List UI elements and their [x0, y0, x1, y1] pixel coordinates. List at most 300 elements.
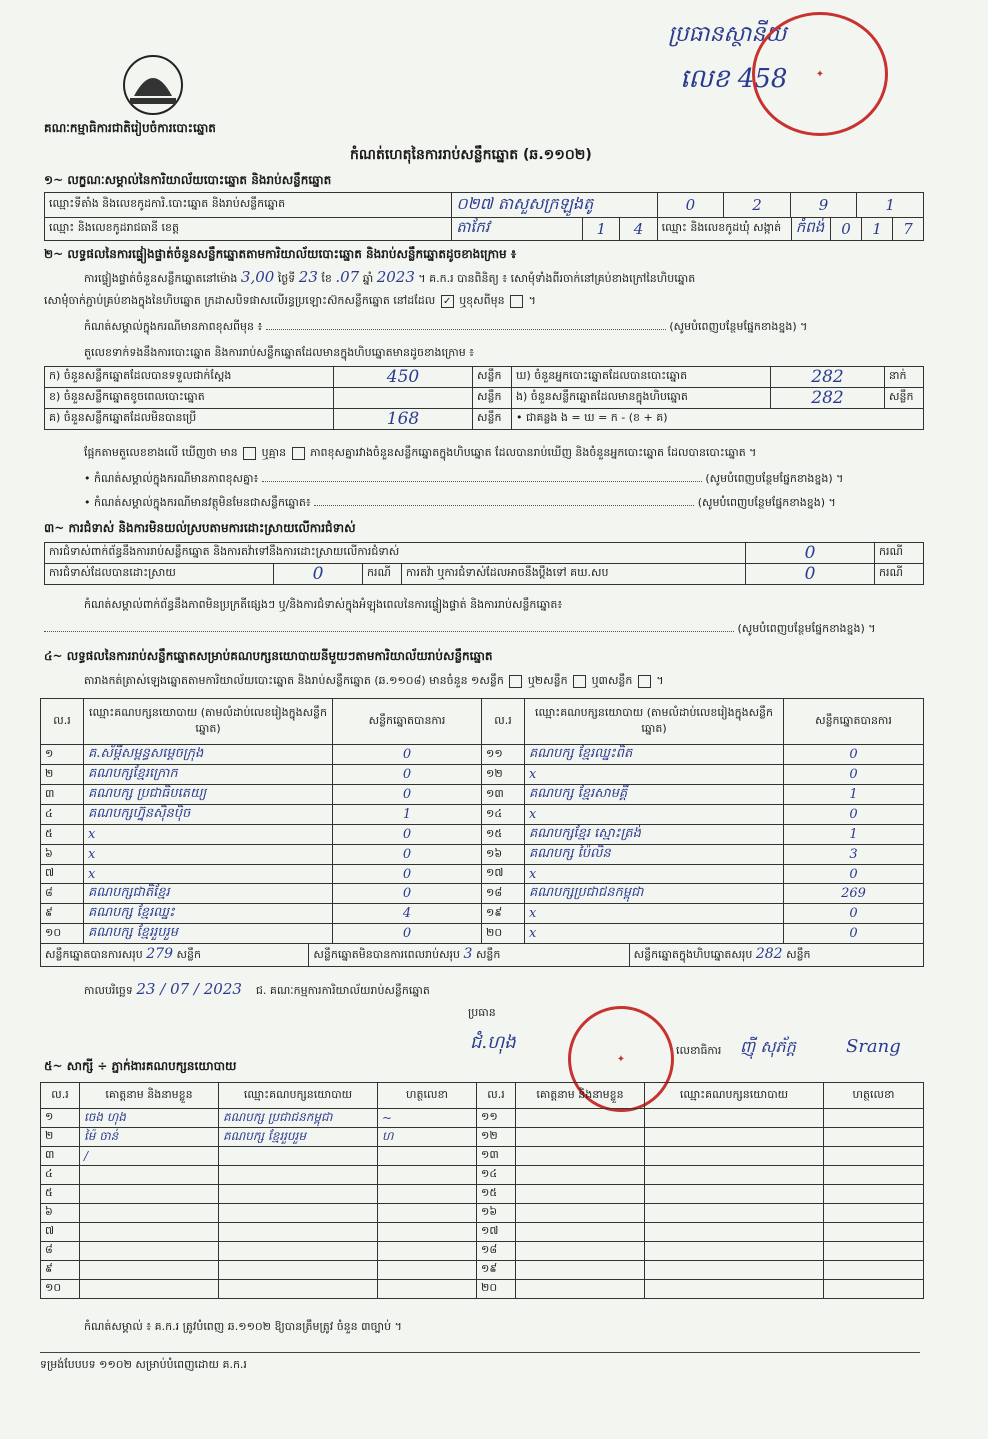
witness-party — [645, 1242, 824, 1261]
vote-count: 0 — [784, 924, 924, 944]
dotted-line — [266, 329, 666, 330]
different-checkbox[interactable] — [510, 295, 523, 308]
witness-signature — [824, 1109, 924, 1128]
row-number: ១៣ — [482, 785, 525, 805]
valid-total-value: 279 — [146, 946, 173, 962]
row-number: ៩ — [41, 904, 84, 924]
row-number: ១១ — [482, 745, 525, 765]
party-name: គ.ស័ម្តី​សម្ពន្ធ​សម្តេចក្រុង — [84, 745, 333, 765]
table-row — [41, 1147, 924, 1166]
witness-party — [645, 1109, 824, 1128]
top-annotation-line2: លេខ 458 — [680, 64, 788, 94]
witness-name: ចេង ហុង — [80, 1109, 219, 1128]
form-code: ទម្រង់បែបបទ ១១០២ សម្រាប់បំពេញដោយ គ.ក.រ — [40, 1358, 247, 1371]
witness-party — [219, 1280, 378, 1299]
witness-signature — [824, 1280, 924, 1299]
row-number: ១៦ — [477, 1204, 516, 1223]
witness-signature: ~ — [378, 1109, 477, 1128]
table-row — [41, 1109, 924, 1128]
col-header-party: ឈ្មោះគណបក្សនយោបាយ — [645, 1083, 824, 1109]
witness-name — [80, 1280, 219, 1299]
official-stamp-top: ✦ — [752, 12, 888, 136]
row-number: ២ — [41, 1128, 80, 1147]
vote-count: 0 — [333, 765, 482, 785]
witness-party — [645, 1166, 824, 1185]
witness-party — [645, 1261, 824, 1280]
objections-label: ការជំទាស់ពាក់ព័ន្ធនឹងការរាប់សន្លឹកឆ្នោត និងការតវ៉ាទៅនឹងការដោះស្រាយលើការជំទាស់ — [45, 543, 746, 564]
vote-count: 0 — [333, 785, 482, 805]
province-value: តាកែវ — [452, 218, 583, 241]
text: ឬគ្មាន — [261, 446, 287, 459]
witness-name — [516, 1109, 645, 1128]
witness-name — [516, 1204, 645, 1223]
witness-name: ម៉ៃ ចាន់ — [80, 1128, 219, 1147]
third-signature: Srang — [846, 1036, 901, 1057]
unit: សន្លឹក — [473, 409, 512, 430]
has-difference-checkbox[interactable] — [243, 447, 256, 460]
commune-label: ឈ្មោះ និងលេខកូដឃុំ សង្កាត់ — [658, 218, 792, 240]
witness-party: គណបក្ស ខ្មែររួបរួម — [219, 1128, 378, 1147]
table-row — [41, 1166, 924, 1185]
row-number: ១៦ — [482, 845, 525, 865]
row-number: ២០ — [477, 1280, 516, 1299]
text: ការផ្ទៀងផ្ទាត់ចំនួនសន្លឹកឆ្នោតនៅម៉ោង — [84, 272, 238, 285]
no-difference-checkbox[interactable] — [292, 447, 305, 460]
row-number: ១០ — [41, 1280, 80, 1299]
figures-table — [44, 366, 924, 430]
objections-value: 0 — [746, 543, 875, 564]
ballots-in-box-value: 282 — [771, 388, 885, 409]
invalid-total-value: 3 — [463, 946, 473, 962]
form-title: កំណត់ហេតុនៃការរាប់សន្លឹកឆ្នោត (ឆ.១១០២) — [350, 147, 592, 163]
table-row — [41, 924, 924, 944]
witness-signature — [378, 1204, 477, 1223]
witness-signature — [378, 1280, 477, 1299]
party-name: x — [525, 865, 784, 884]
witness-signature — [378, 1261, 477, 1280]
commune-code-digit: 0 — [831, 218, 862, 240]
row-number: ១៧ — [477, 1223, 516, 1242]
witness-party — [645, 1204, 824, 1223]
location-code-digit: 1 — [857, 193, 924, 218]
witness-signature — [378, 1166, 477, 1185]
formula: • ជាគន្លង ង = ឃ = ក - (ខ + គ) — [512, 409, 924, 430]
received-ballots-value: 450 — [334, 367, 473, 388]
witness-name — [516, 1223, 645, 1242]
party-name: x — [525, 904, 784, 924]
witness-name — [516, 1147, 645, 1166]
row-number: ៨ — [41, 1242, 80, 1261]
table-row — [41, 785, 924, 805]
witness-party — [645, 1223, 824, 1242]
unit: នាក់ — [885, 367, 924, 388]
unused-ballots-value: 168 — [334, 409, 473, 430]
witness-name — [80, 1223, 219, 1242]
unit: ករណី — [363, 564, 402, 585]
dotted-line — [314, 505, 694, 506]
text: ផ្អែកតាមតួលេខខាងលើ ឃើញថា មាន — [84, 446, 238, 459]
section5-heading: ៥~ សាក្សី ÷ ភ្នាក់ងារគណបក្សនយោបាយ — [44, 1059, 237, 1073]
vote-count: 3 — [784, 845, 924, 865]
party-results-table — [40, 698, 924, 967]
text: ឬ២សន្លឹក — [527, 674, 568, 687]
figures-intro: តួលេខទាក់ទងនឹងការបោះឆ្នោត និងការរាប់សន្លឹកឆ្នោតដែលមានក្នុងហិបឆ្នោតមានដូចខាងក្រោម ៖ — [84, 346, 475, 359]
irregularity-note-line — [44, 622, 924, 638]
witness-party — [219, 1185, 378, 1204]
one-sheet-checkbox[interactable] — [509, 675, 522, 688]
table-row — [41, 1223, 924, 1242]
section3-table — [44, 542, 924, 585]
section1-heading: ១~ លក្ខណៈសម្គាល់នៃការិយាល័យបោះឆ្នោត និងរាប់សន្លឹកឆ្នោត — [44, 173, 332, 187]
province-code-digit: 1 — [583, 218, 620, 241]
col-header-sign: ហត្ថលេខា — [378, 1083, 477, 1109]
received-ballots-label: ក) ចំនួនសន្លឹកឆ្នោតដែលបានទទួលជាក់ស្តែង — [45, 367, 334, 388]
row-number: ១៨ — [482, 884, 525, 904]
spoiled-ballots-value — [334, 388, 473, 409]
resolved-label: ការជំទាស់ដែលបានដោះស្រាយ — [45, 564, 274, 585]
row-number: ៥ — [41, 1185, 80, 1204]
year-value: 2023 — [376, 268, 415, 286]
party-name: x — [84, 845, 333, 865]
unit: សន្លឹក — [786, 948, 811, 961]
vote-count: 0 — [333, 865, 482, 884]
voters-value: 282 — [771, 367, 885, 388]
text: សន្លឹកឆ្នោតក្នុងហិបឆ្នោតសរុប — [633, 948, 753, 961]
commune-code-digit: 1 — [862, 218, 893, 240]
text: កំណត់សម្គាល់ក្នុងករណីមានភាពខុសពីមុន ៖ — [84, 320, 263, 333]
day-value: 23 — [298, 268, 318, 286]
vote-count: 1 — [784, 825, 924, 845]
col-header-no: ល.រ — [41, 1083, 80, 1109]
text: សន្លឹកឆ្នោតមិនបានការពេលរាប់សរុប — [313, 948, 461, 961]
official-stamp-bottom: ✦ — [568, 1006, 674, 1112]
witness-party — [219, 1204, 378, 1223]
unit: សន្លឹក — [475, 948, 501, 961]
vote-count: 0 — [784, 745, 924, 765]
same-checkbox[interactable]: ✓ — [441, 295, 454, 308]
top-annotation-line1: ប្រធានស្ថានីយ — [668, 22, 787, 47]
col-header-party: ឈ្មោះគណបក្សនយោបាយ (តាមលំដាប់លេខរៀងក្នុងសន្លឹកឆ្នោត) — [84, 699, 333, 745]
table-row — [41, 884, 924, 904]
col-header-party: ឈ្មោះគណបក្សនយោបាយ — [219, 1083, 378, 1109]
witness-party — [219, 1223, 378, 1242]
witness-name — [516, 1166, 645, 1185]
row-number: ៦ — [41, 1204, 80, 1223]
text: ថ្ងៃទី — [277, 272, 296, 285]
table-row — [41, 1185, 924, 1204]
witness-party: គណបក្ស ប្រជាជនកម្ពុជា — [219, 1109, 378, 1128]
witness-signature — [824, 1147, 924, 1166]
vote-count: 1 — [333, 805, 482, 825]
table-row — [41, 1204, 924, 1223]
witness-signature — [824, 1242, 924, 1261]
location-value: ០២៧ តាសួសក្រឡូងតូ — [452, 193, 657, 218]
witness-name — [80, 1261, 219, 1280]
table-row — [41, 765, 924, 785]
row-number: ១៩ — [482, 904, 525, 924]
col-header-votes: សន្លឹកឆ្នោតបានការ — [784, 699, 924, 745]
witness-signature — [824, 1261, 924, 1280]
party-name: គណបក្ស ខ្មែររួបរួម — [84, 924, 333, 944]
text: សន្លឹកឆ្នោតបានការសរុប — [45, 948, 143, 961]
witness-signature — [378, 1147, 477, 1166]
row-number: ២០ — [482, 924, 525, 944]
vote-count: 4 — [333, 904, 482, 924]
col-header-party: ឈ្មោះគណបក្សនយោបាយ (តាមលំដាប់លេខរៀងក្នុងសន្លឹកឆ្នោត) — [525, 699, 784, 745]
text: ។ គ.ក.រ បានពិនិត្យ ៖ សោមុំទាំងពីរចាក់នៅគ្រប់ខាងក្រៅនៃហិបឆ្នោត — [418, 272, 696, 285]
table-row — [41, 904, 924, 924]
witness-name — [516, 1280, 645, 1299]
appeals-value: 0 — [746, 564, 875, 585]
text: ជ. គណៈកម្មការការិយាល័យរាប់សន្លឹកឆ្នោត — [255, 984, 430, 997]
table-row — [41, 1242, 924, 1261]
month-value: .07 — [335, 268, 360, 286]
row-number: ១៤ — [482, 805, 525, 825]
witness-signature — [824, 1223, 924, 1242]
text: ឬ៣សន្លឹក — [591, 674, 633, 687]
party-name: គណបក្សខ្មែរ ស្មោះត្រង់ — [525, 825, 784, 845]
commune-value: កំពង់ — [791, 218, 830, 240]
appeals-label: ការតវ៉ា ឬការជំទាស់ដែលអាចនឹងប្តឹងទៅ គឃ.សប — [402, 564, 746, 585]
row-number: ១៥ — [482, 825, 525, 845]
voters-label: ឃ) ចំនួនអ្នកបោះឆ្នោតដែលបានបោះឆ្នោត — [512, 367, 771, 388]
unit: សន្លឹក — [176, 948, 201, 961]
col-header-name: គោត្តនាម និងនាមខ្លួន — [80, 1083, 219, 1109]
row-number: ១ — [41, 1109, 80, 1128]
text: (សូមបំពេញបន្ថែមផ្នែកខាងខ្នង) ។ — [669, 320, 808, 333]
row-number: ១៧ — [482, 865, 525, 884]
row-number: ១២ — [482, 765, 525, 785]
ballots-in-box-label: ង) ចំនួនសន្លឹកឆ្នោតដែលមានក្នុងហិបឆ្នោត — [512, 388, 771, 409]
row-number: ៩ — [41, 1261, 80, 1280]
party-name: x — [84, 825, 333, 845]
dotted-line — [262, 481, 702, 482]
irregularity-note: កំណត់សម្គាល់ពាក់ព័ន្ធនឹងភាពមិនប្រក្រតីផ្សេងៗ ឬ/និងការជំទាស់ក្នុងអំឡុងពេលនៃការផ្ទៀងផ្ទាត់ និងការរាប់សន្លឹកឆ្នោត៖ — [84, 598, 563, 611]
location-code-digit: 0 — [657, 193, 724, 218]
text: ខែ — [321, 272, 332, 285]
unit: សន្លឹក — [885, 388, 924, 409]
section3-heading: ៣~ ការជំទាស់ និងការមិនយល់ស្របតាមការដោះស្រាយលើការជំទាស់ — [44, 521, 356, 535]
valid-total — [41, 944, 309, 966]
vote-count: 269 — [784, 884, 924, 904]
vote-count: 0 — [333, 884, 482, 904]
text: • កំណត់សម្គាល់ក្នុងករណីមានវត្ថុមិនមែនជាសន្លឹកឆ្នោត៖ — [84, 496, 311, 509]
text: តារាងកត់ត្រាស់ឡេងឆ្នោតតាមការិយាល័យបោះឆ្នោត និងរាប់សន្លឹកឆ្នោត (ឆ.១១០៨) មានចំនួន ១សន្លឹក — [84, 674, 504, 687]
col-header-no: ល.រ — [482, 699, 525, 745]
witness-party — [645, 1280, 824, 1299]
party-name: x — [525, 805, 784, 825]
party-name: គណបក្សជាតិខ្មែរ — [84, 884, 333, 904]
bullet-note1 — [84, 472, 924, 488]
location-label: ឈ្មោះទីតាំង និងលេខកូដការិ.បោះឆ្នោត និងរាប់សន្លឹកឆ្នោត — [45, 193, 452, 218]
party-name: គណបក្ស ខ្មែរឈ្នះពិត — [525, 745, 784, 765]
witness-name — [80, 1242, 219, 1261]
table-row — [41, 805, 924, 825]
witness-table — [40, 1082, 924, 1299]
witness-signature — [378, 1185, 477, 1204]
unit: ករណី — [875, 564, 924, 585]
two-sheet-checkbox[interactable] — [573, 675, 586, 688]
location-code-digit: 9 — [790, 193, 857, 218]
witness-name — [516, 1185, 645, 1204]
province-code-digit: 4 — [620, 218, 657, 241]
party-name: គណបក្ស ប៉ៃលិន — [525, 845, 784, 865]
verification-line1 — [84, 268, 924, 288]
committee-name: គណៈកម្មាធិការជាតិរៀបចំការបោះឆ្នោត — [44, 121, 216, 135]
witness-name — [80, 1204, 219, 1223]
footer-divider — [40, 1352, 920, 1353]
box-total — [630, 944, 923, 966]
row-number: ១៥ — [477, 1185, 516, 1204]
col-header-votes: សន្លឹកឆ្នោតបានការ — [333, 699, 482, 745]
verification-line2: សោមុំចាក់ភ្ជាប់គ្រប់ខាងក្នុងនៃហិបឆ្នោត ក្រដាសបិទផាសលើរន្ធប្រឡោះស៊កសន្លឹកឆ្នោត នៅដដែល ✓ ឬខុសពីមុន ។ — [44, 294, 536, 307]
witness-party — [219, 1242, 378, 1261]
text: ឬខុសពីមុន — [459, 294, 505, 307]
row-number: ២ — [41, 765, 84, 785]
text: (សូមបំពេញបន្ថែមផ្នែកខាងខ្នង) ។ — [737, 622, 876, 635]
witness-signature — [378, 1242, 477, 1261]
table-row — [41, 745, 924, 765]
col-header-no: ល.រ — [477, 1083, 516, 1109]
table-row — [41, 1261, 924, 1280]
witness-name — [80, 1185, 219, 1204]
unit: ករណី — [875, 543, 924, 564]
vote-count: 0 — [784, 904, 924, 924]
witness-party — [219, 1166, 378, 1185]
party-name: គណបក្សហ្វ៊ុនស៊ិនប៉ិច — [84, 805, 333, 825]
witness-signature — [378, 1223, 477, 1242]
section4-sub: តារាងកត់ត្រាស់ឡេងឆ្នោតតាមការិយាល័យបោះឆ្នោត និងរាប់សន្លឹកឆ្នោត (ឆ.១១០៨) មានចំនួន ១សន្លឹក ឬ២សន្លឹក ឬ៣សន្លឹក ។ — [84, 674, 664, 687]
section1-table — [44, 192, 924, 241]
row-number: ១៤ — [477, 1166, 516, 1185]
row-number: ៥ — [41, 825, 84, 845]
witness-party — [645, 1185, 824, 1204]
time-value: 3,00 — [240, 268, 275, 286]
col-header-no: ល.រ — [41, 699, 84, 745]
text: ឆ្នាំ — [362, 272, 374, 285]
invalid-total — [309, 944, 629, 966]
witness-signature — [824, 1185, 924, 1204]
witness-name — [80, 1166, 219, 1185]
row-number: ១ — [41, 745, 84, 765]
row-number: ១០ — [41, 924, 84, 944]
province-label: ឈ្មោះ និងលេខកូដរាជធានី ខេត្ត — [45, 218, 452, 241]
text: • កំណត់សម្គាល់ក្នុងករណីមានភាពខុសគ្នា៖ — [84, 472, 259, 485]
difference-note-line — [84, 320, 924, 336]
chair-signature: ជំ.ហុង — [470, 1032, 516, 1053]
bullet-note2 — [84, 496, 924, 512]
vote-count: 0 — [784, 865, 924, 884]
row-number: ៨ — [41, 884, 84, 904]
vote-count: 0 — [333, 825, 482, 845]
row-number: ៤ — [41, 1166, 80, 1185]
col-header-name: គោត្តនាម និងនាមខ្លួន — [516, 1083, 645, 1109]
table-row — [41, 1280, 924, 1299]
witness-signature: ហ — [378, 1128, 477, 1147]
table-row — [41, 1128, 924, 1147]
row-number: ១៨ — [477, 1242, 516, 1261]
row-number: ១៩ — [477, 1261, 516, 1280]
row-number: ៣ — [41, 785, 84, 805]
resolved-value: 0 — [274, 564, 363, 585]
party-name: គណបក្សប្រជាជនកម្ពុជា — [525, 884, 784, 904]
vote-count: 0 — [333, 745, 482, 765]
witness-signature — [824, 1166, 924, 1185]
witness-name — [516, 1261, 645, 1280]
witness-name: / — [80, 1147, 219, 1166]
row-number: ១២ — [477, 1128, 516, 1147]
unused-ballots-label: គ) ចំនួនសន្លឹកឆ្នោតដែលមិនបានប្រើ — [45, 409, 334, 430]
row-number: ៦ — [41, 845, 84, 865]
vote-count: 0 — [784, 805, 924, 825]
party-name: x — [84, 865, 333, 884]
vote-count: 0 — [784, 765, 924, 785]
text: សោមុំចាក់ភ្ជាប់គ្រប់ខាងក្នុងនៃហិបឆ្នោត ក្រដាសបិទផាសលើរន្ធប្រឡោះស៊កសន្លឹកឆ្នោត នៅដដែល — [44, 294, 436, 307]
row-number: ១១ — [477, 1109, 516, 1128]
row-number: ១៣ — [477, 1147, 516, 1166]
witness-party — [219, 1261, 378, 1280]
party-name: គណបក្ស ខ្មែរឈ្នះ — [84, 904, 333, 924]
commune-code-digit: 7 — [903, 220, 913, 238]
witness-party — [645, 1147, 824, 1166]
text: (សូមបំពេញបន្ថែមផ្នែកខាងខ្នង) ។ — [697, 496, 836, 509]
dotted-line — [44, 631, 734, 632]
chair-label: ប្រធាន — [468, 1006, 496, 1019]
witness-name — [516, 1128, 645, 1147]
footer-note: កំណត់សម្គាល់ ៖ គ.ក.រ ត្រូវបំពេញ ឆ.១១០២ ឱ្យបានត្រឹមត្រូវ ចំនួន ៣ច្បាប់ ។ — [84, 1320, 402, 1333]
vote-count: 0 — [333, 845, 482, 865]
section2-heading: ២~ លទ្ធផលនៃការផ្ទៀងផ្ទាត់ចំនួនសន្លឹកឆ្នោតតាមការិយាល័យបោះឆ្នោត និងរាប់សន្លឹកឆ្នោតដូចខាងក្រោម ៖ — [44, 247, 517, 261]
secretary-signature: ញ៉ី សុភ័ក្ត — [740, 1037, 796, 1056]
table-row — [41, 865, 924, 884]
compare-line — [84, 446, 924, 462]
box-total-value: 282 — [755, 946, 783, 962]
vote-count: 1 — [784, 785, 924, 805]
row-number: ៣ — [41, 1147, 80, 1166]
party-name: x — [525, 765, 784, 785]
witness-signature — [824, 1128, 924, 1147]
nec-logo — [120, 52, 186, 118]
vote-count: 0 — [333, 924, 482, 944]
secretary-label: លេខាធិការ — [676, 1044, 722, 1057]
witness-party — [219, 1147, 378, 1166]
witness-signature — [824, 1204, 924, 1223]
row-number: ៤ — [41, 805, 84, 825]
col-header-sign: ហត្ថលេខា — [824, 1083, 924, 1109]
three-sheet-checkbox[interactable] — [638, 675, 651, 688]
row-number: ៧ — [41, 865, 84, 884]
text: ភាពខុសគ្នារវាងចំនួនសន្លឹកឆ្នោតក្នុងហិបឆ្នោត ដែលបានរាប់ឃើញ និងចំនួនអ្នកបោះឆ្នោត ដែលបានបោះឆ្នោត ។ — [310, 446, 757, 459]
party-name: គណបក្ស ប្រជាធិបតេយ្យ — [84, 785, 333, 805]
witness-name — [516, 1242, 645, 1261]
unit: សន្លឹក — [473, 388, 512, 409]
row-number: ៧ — [41, 1223, 80, 1242]
text: កាលបរិច្ឆេទ — [84, 984, 133, 997]
date-committee-line — [84, 980, 884, 1000]
party-name: គណបក្ស ខ្មែរសាមគ្គី — [525, 785, 784, 805]
witness-party — [645, 1128, 824, 1147]
table-row — [41, 845, 924, 865]
unit: សន្លឹក — [473, 367, 512, 388]
party-name: គណបក្សខ្មែរក្រោក — [84, 765, 333, 785]
party-name: x — [525, 924, 784, 944]
location-code-digit: 2 — [724, 193, 791, 218]
spoiled-ballots-label: ខ) ចំនួនសន្លឹកឆ្នោតខូចពេលបោះឆ្នោត — [45, 388, 334, 409]
date-value: 23 / 07 / 2023 — [136, 980, 242, 998]
text: (សូមបំពេញបន្ថែមផ្នែកខាងខ្នង) ។ — [705, 472, 844, 485]
table-row — [41, 825, 924, 845]
section4-heading: ៤~ លទ្ធផលនៃការរាប់សន្លឹកឆ្នោតសម្រាប់គណបក្សនយោបាយនីមួយៗតាមការិយាល័យរាប់សន្លឹកឆ្នោត — [44, 649, 493, 663]
